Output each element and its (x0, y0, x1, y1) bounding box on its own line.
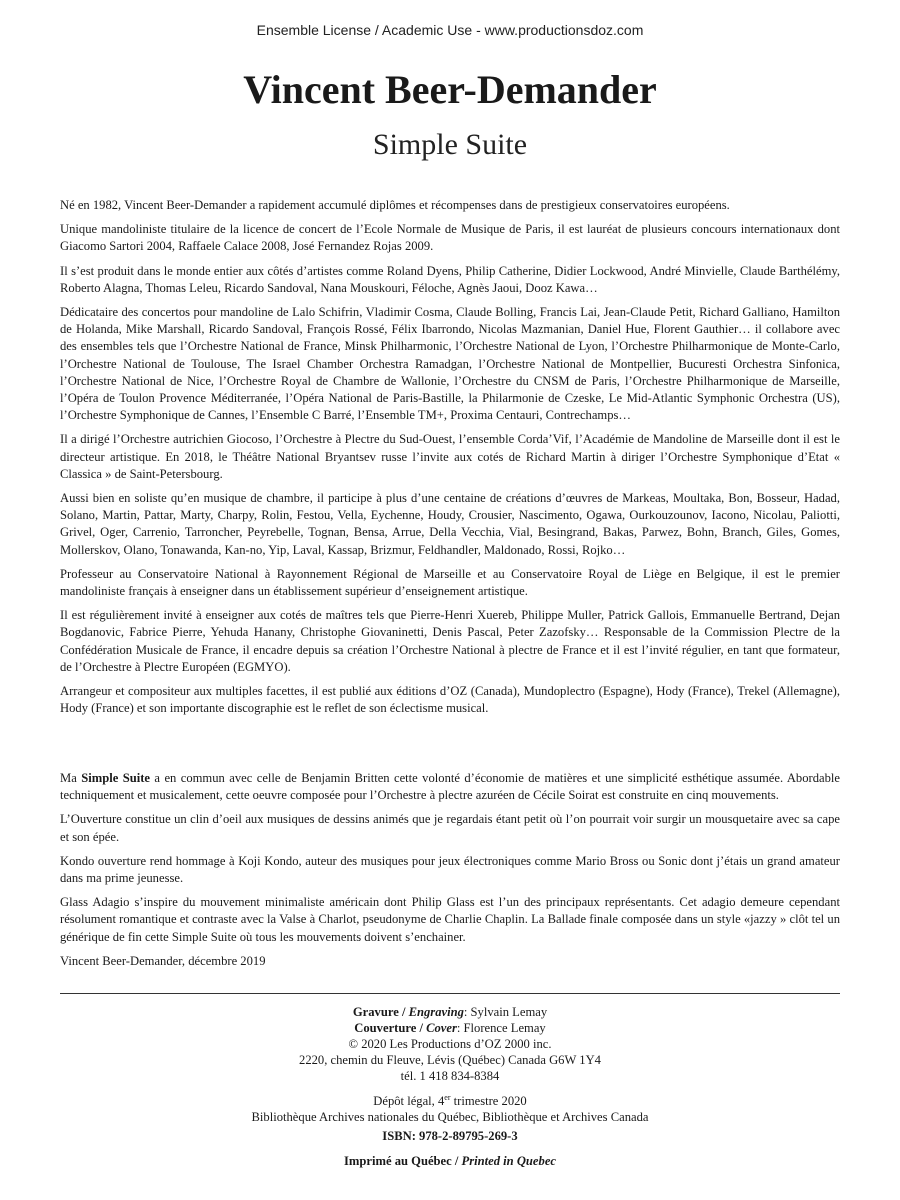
bio-paragraph: Dédicataire des concertos pour mandoline de Lalo Schifrin, Vladimir Cosma, Claude Bolling, Francis Lai, Jean-Claude Petit, Richard Galliano, Hamilton de Holanda, Mike Marshall, Ricardo Sandoval, François Rossé, Félix Ibarrondo, Nicolas Mazmanian, Daniel Hue, Florent Gauthier… il collabore avec des ensembles tels que l’Orchestre National de France, Minsk Philharmonic, l’Orchestre National de Lyon, l’Orchestre Philharmonique de Monte-Carlo, l’Orchestre National de Toulouse, The Israel Chamber Orchestra Ramadgan, l’Orchestre National de Montpellier, Bucuresti Orchestra Sinfonica, l’Orchestre National de Nice, l’Orchestre Royal de Chambre de Wallonie, l’Orchestre du CNSM de Paris, l’Orchestre Philharmonique de Marseille, l’Opéra de Toulon Provence Méditerranée, l’Opéra National de Paris-Bastille, la Philarmonie de Czeske, Le Mid-Atlantic Symphonic Orchestra (US), l’Orchestre Symphonique de Cannes, l’Ensemble C Barré, l’Ensemble TM+, Proxima Centauri, Contrechamps… (60, 305, 840, 423)
bio-paragraph: Il s’est produit dans le monde entier aux côtés d’artistes comme Roland Dyens, Philip Catherine, Didier Lockwood, André Minvielle, Claude Barthélémy, Roberto Alagna, Thomas Leleu, Ricardo Sandoval, Nana Mouskouri, Féloche, Agnès Jaoui, Dooz Kawa… (60, 263, 840, 295)
engraving-label: Gravure / (352, 1005, 409, 1019)
suite-notes-section (60, 770, 840, 977)
bio-paragraph: Aussi bien en soliste qu’en musique de chambre, il participe à plus d’une centaine de créations d’œuvres de Markeas, Moultaka, Bon, Bosseur, Hadad, Solano, Martin, Pattar, Marty, Charpy, Rolin, Festou, Vella, Eychenne, Houdy, Crousier, Nascimento, Ogawa, Ourkouzounov, Iacono, Nicolau, Paliotti, Grivel, Oger, Carrenio, Tarroncher, Peyrebelle, Tognan, Bensa, Arrue, Della Vecchia, Vial, Besingrand, Bakas, Parwez, Bohn, Branch, Giles, Gomes, Mollerskov, Olano, Tonawanda, Kan-no, Yip, Laval, Kassap, Brizmur, Feldhandler, Maldonado, Rossi, Rojko… (60, 491, 840, 557)
suite-intro-before: Ma (60, 771, 82, 785)
suite-paragraph: L’Ouverture constitue un clin d’oeil aux musiques de dessins animés que je regardais étant petit où l’on pourrait voir surgir un mousquetaire avec sa cape et son épée. (60, 812, 840, 844)
bio-paragraph: Arrangeur et compositeur aux multiples facettes, il est publié aux éditions d’OZ (Canada), Mundoplectro (Espagne), Hody (France), Trekel (Allemagne), Hody (France) et son importante discographie est le reflet de son éclectisme musical. (60, 684, 840, 716)
author-name: Vincent Beer-Demander (243, 67, 657, 112)
legal-suffix: trimestre 2020 (450, 1094, 527, 1108)
isbn: ISBN: 978-2-89795-269-3 (382, 1129, 518, 1143)
divider (60, 993, 840, 994)
suite-intro-after: a en commun avec celle de Benjamin Britten cette volonté d’économie de matières et une simplicité esthétique assumée. Abordable techniquement et musicalement, cette oeuvre composée pour l’Orchestre à plectre azuréen de Cécile Soirat est construite en cinq mouvements. (60, 771, 840, 803)
biography-section (60, 197, 840, 724)
printed-fr: Imprimé au Québec / (344, 1154, 462, 1168)
publisher-phone: tél. 1 418 834-8384 (400, 1069, 500, 1083)
license-line: Ensemble License / Academic Use - www.productionsdoz.com (256, 22, 644, 38)
bio-paragraph: Unique mandoliniste titulaire de la licence de concert de l’Ecole Normale de Musique de Paris, il est lauréat de plusieurs concours internationaux dont Giacomo Sartori 2004, Raffaele Calace 2008, José Fernandez Rojas 2009. (60, 222, 840, 254)
work-title: Simple Suite (372, 128, 528, 161)
legal-deposit (0, 1093, 900, 1109)
publisher-address: 2220, chemin du Fleuve, Lévis (Québec) Canada G6W 1Y4 (299, 1053, 601, 1067)
bio-paragraph: Il est régulièrement invité à enseigner aux cotés de maîtres tels que Pierre-Henri Xuereb, Philippe Muller, Patrick Gallois, Emmanuelle Bertrand, Dejan Bogdanovic, Fabrice Pierre, Yehuda Hanany, Christophe Giovaninetti, Denis Pascal, Peter Zazofsky… Responsable de la Commission Plectre de la Confédération Musicale de France, il encadre depuis sa création l’Orchestre National à plectre de France et il est l’invité régulier, en tant que formateur, de l’Orchestre à Plectre Européen (EGMYO). (60, 608, 840, 674)
bio-paragraph: Il a dirigé l’Orchestre autrichien Giocoso, l’Orchestre à Plectre du Sud-Ouest, l’ensemble Corda’Vif, l’Académie de Mandoline de Marseille dont il est le directeur artistique. En 2018, le Théâtre National Bryantsev russe l’invite aux cotés de Richard Martin à diriger l’Orchestre Symphonique d’Etat « Classica » de Saint-Petersbourg. (60, 432, 840, 481)
printed-en: Printed in Quebec (461, 1154, 556, 1168)
engraving-value: : Sylvain Lemay (463, 1005, 548, 1019)
suite-title-bold: Simple Suite (81, 771, 151, 785)
printed-in (0, 1153, 900, 1169)
cover-label: Couverture / (354, 1021, 427, 1035)
suite-paragraph: Kondo ouverture rend hommage à Koji Kondo, auteur des musiques pour jeux électroniques comme Mario Bross ou Sonic dont j’étais un grand amateur dans ma prime jeunesse. (60, 853, 840, 886)
engraving-label-en: Engraving (408, 1005, 464, 1019)
bio-paragraph: Professeur au Conservatoire National à Rayonnement Régional de Marseille et au Conservatoire Royal de Liège en Belgique, il est le premier mandoliniste français à enseigner dans un établissement supérieur d’enseignement artistique. (60, 566, 840, 599)
cover-credit (0, 1020, 900, 1036)
bio-paragraph: Né en 1982, Vincent Beer-Demander a rapidement accumulé diplômes et récompenses dans de prestigieux conservatoires européens. (60, 198, 730, 212)
cover-value: : Florence Lemay (456, 1021, 546, 1035)
cover-label-en: Cover (426, 1021, 457, 1035)
copyright: © 2020 Les Productions d’OZ 2000 inc. (348, 1037, 552, 1051)
engraving-credit (0, 1004, 900, 1020)
signature: Vincent Beer-Demander, décembre 2019 (60, 953, 266, 968)
legal-prefix: Dépôt légal, 4 (373, 1094, 445, 1108)
suite-paragraph: Glass Adagio s’inspire du mouvement minimaliste américain dont Philip Glass est l’un des principaux représentants. Cet adagio demeure cependant résolument romantique et contraste avec la Valse à Charlot, pseudonyme de Charlie Chaplin. La Ballade finale composée dans un style «jazzy » clôt tel un générique de fin cette Simple Suite où tous les mouvements doivent s’enchainer. (60, 895, 840, 944)
suite-intro-paragraph (60, 770, 840, 804)
legal-sup: er (444, 1092, 451, 1102)
libraries: Bibliothèque Archives nationales du Québec, Bibliothèque et Archives Canada (251, 1110, 649, 1124)
credits-block (0, 1004, 900, 1169)
